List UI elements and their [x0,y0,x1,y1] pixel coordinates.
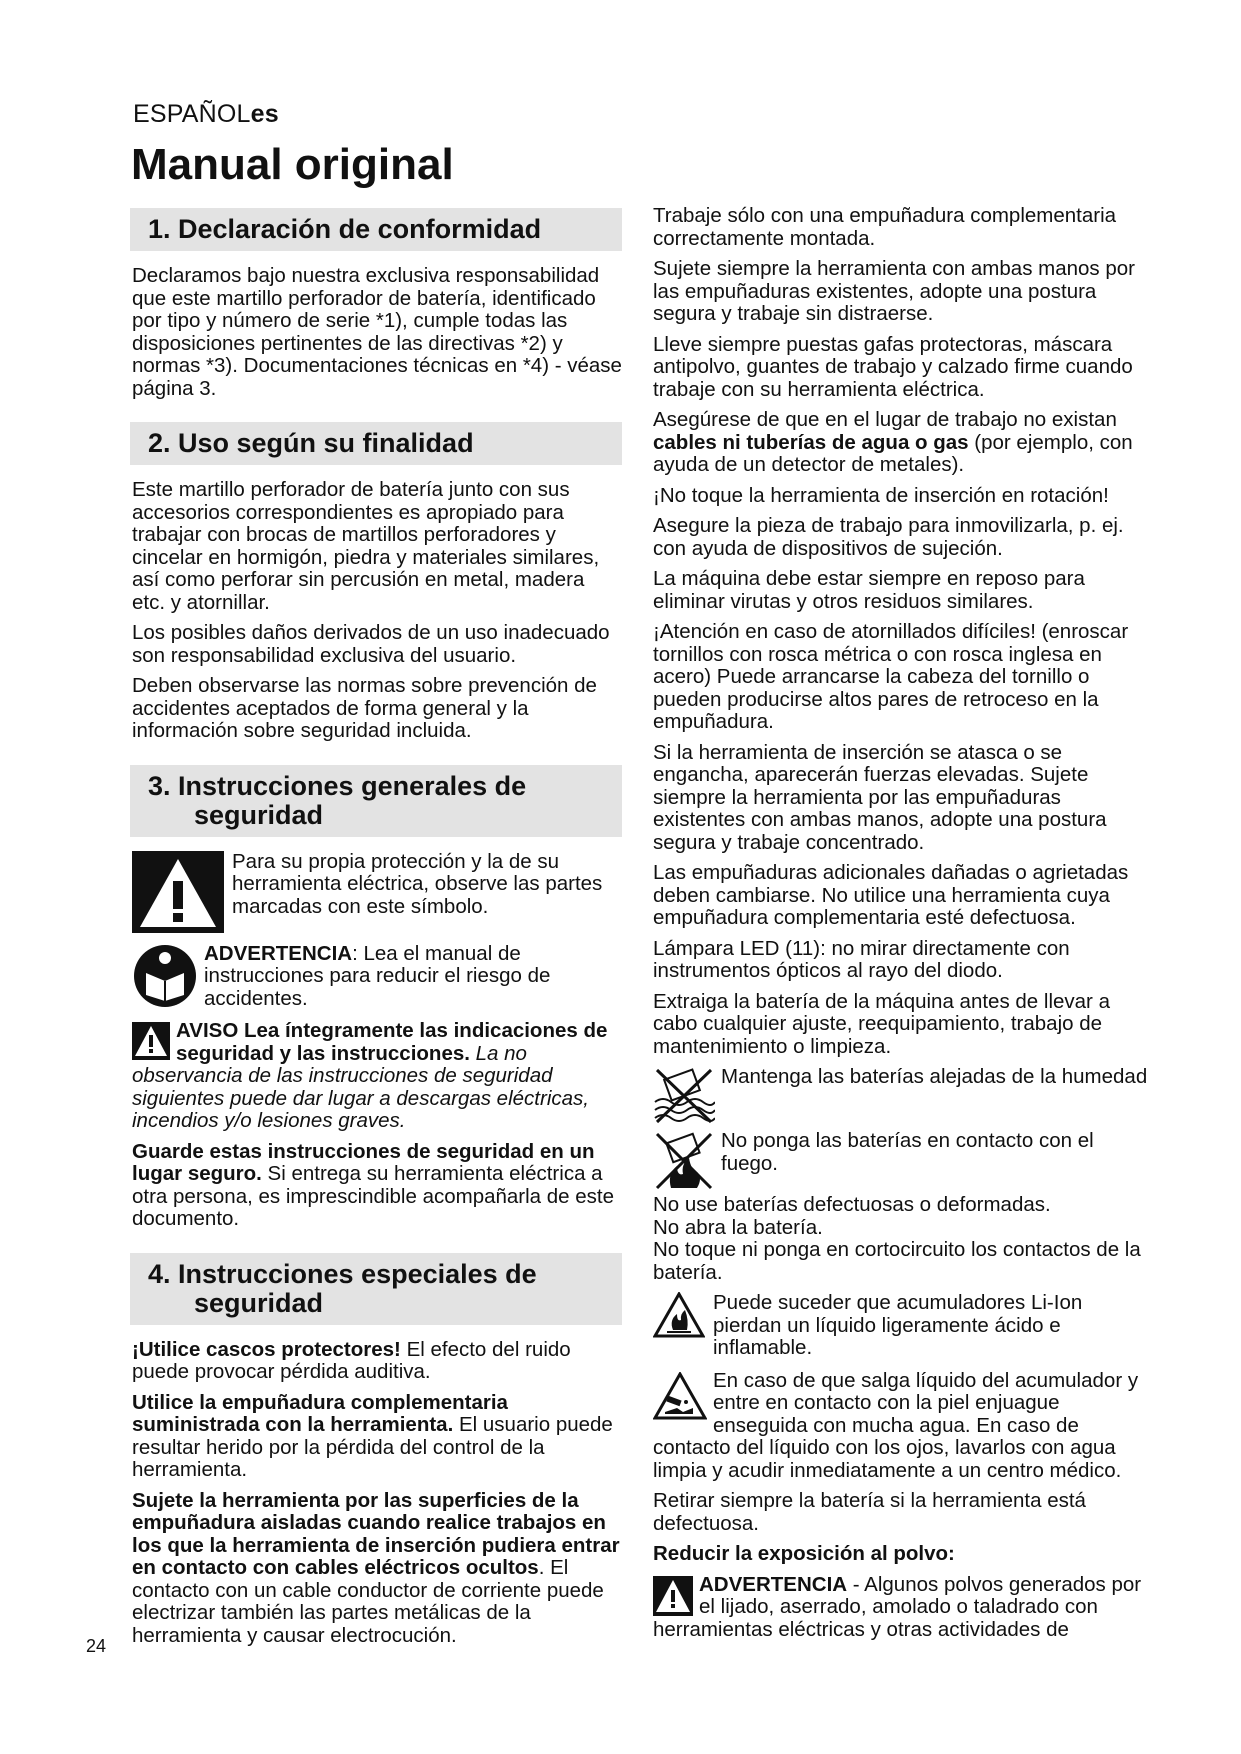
section-3-heading: 3. Instrucciones generales de seguridad [130,765,622,837]
section-2-paragraph-2: Los posibles daños derivados de un uso inadecuado son responsabilidad exclusiva del usuario. [132,621,610,667]
battery-rules: No use baterías defectuosas o deformadas. No abra la batería. No toque ni ponga en cortocircuito los contactos de la batería. [653,1193,1141,1284]
read-manual-note: ADVERTENCIA: Lea el manual de instrucciones para reducir el riesgo de accidentes. [132,943,622,1011]
warning-triangle-icon [132,851,224,933]
corrosive-warning-icon [653,1372,707,1420]
right-paragraph-5: ¡No toque la herramienta de inserción en rotación! [653,483,1109,507]
no-water-icon [653,1066,715,1126]
right-paragraph-12: Extraiga la batería de la máquina antes de llevar a cabo cualquier ajuste, reequipamiento, trabajo de mantenimiento o limpieza. [653,989,1110,1058]
right-paragraph-6: Asegure la pieza de trabajo para inmovilizarla, p. ej. con ayuda de dispositivos de sujeción. [653,514,1124,560]
read-manual-icon [132,943,198,1009]
dust-heading: Reducir la exposición al polvo: [653,1542,955,1565]
page-number: 24 [86,1636,107,1656]
left-column [132,208,622,1655]
keep-instructions-paragraph: Guarde estas instrucciones de seguridad en un lugar seguro. Si entrega su herramienta eléctrica a otra persona, es imprescindible acompañarla de este documento. [132,1139,615,1230]
flammable-note: Puede suceder que acumuladores Li-Ion pierdan un líquido ligeramente ácido e inflamable. [653,1292,1148,1360]
right-paragraph-10: Las empuñaduras adicionales dañadas o agrietadas deben cambiarse. No utilice una herramienta cuya empuñadura complementaria esté defectuosa. [653,861,1129,929]
right-paragraph-7: La máquina debe estar siempre en reposo para eliminar virutas y otros residuos similares. [653,567,1085,613]
section-4-heading: 4. Instrucciones especiales de seguridad [130,1253,622,1325]
no-fire-note: No ponga las baterías en contacto con el fuego. [653,1130,1148,1192]
right-column [653,205,1148,1649]
right-paragraph-11: Lámpara LED (11): no mirar directamente con instrumentos ópticos al rayo del diodo. [653,936,1070,982]
right-paragraph-3: Lleve siempre puestas gafas protectoras, máscara antipolvo, guantes de trabajo y calzado firme cuando trabaje con su herramienta eléctrica. [653,332,1133,401]
right-paragraph-14: Retirar siempre la batería si la herramienta está defectuosa. [653,1489,1086,1535]
warning-triangle-icon [132,1022,170,1060]
right-paragraph-4: Asegúrese de que en el lugar de trabajo no existan cables ni tuberías de agua o gas (por ejemplo, con ayuda de un detector de metales). [653,408,1133,476]
right-paragraph-2: Sujete siempre la herramienta con ambas manos por las empuñaduras existentes, adopte una postura segura y trabaje sin distraerse. [653,257,1135,325]
corrosive-note: En caso de que salga líquido del acumulador y entre en contacto con la piel enjuague enseguida con mucha agua. En caso de contacto del líquido con los ojos, lavarlos con agua limpia y acudir inmediatamente a un centro médico. [653,1368,1139,1482]
section-1-heading: 1. Declaración de conformidad [130,208,622,251]
section-2-paragraph-1: Este martillo perforador de batería junto con sus accesorios correspondientes es apropiado para trabajar con brocas de martillos perforadores y cincelar en hormigón, piedra y materiales similares, así como perforar sin percusión en metal, madera etc. y atornillar. [132,478,600,614]
flammable-warning-icon [653,1292,705,1338]
section-2-paragraph-3: Deben observarse las normas sobre prevención de accidentes aceptados de forma general y la información sobre seguridad incluida. [132,674,597,742]
section-1-paragraph: Declaramos bajo nuestra exclusiva responsabilidad que este martillo perforador de batería, identificado por tipo y número de serie *1), cumple todas las disposiciones pertinentes de las directivas *2) y normas *3). Documentaciones técnicas en *4) - véase página 3. [132,264,622,400]
section-2-heading: 2. Uso según su finalidad [130,422,622,465]
warning-symbol-note: Para su propia protección y la de su herramienta eléctrica, observe las partes marcadas con este símbolo. [132,851,622,933]
right-paragraph-1: Trabaje sólo con una empuñadura complementaria correctamente montada. [653,204,1117,250]
page-title: Manual original [131,140,454,189]
no-fire-icon [653,1130,715,1192]
language-label: ESPAÑOLes [133,100,279,128]
section-4-paragraph-3: Sujete la herramienta por las superficies de la empuñadura aisladas cuando realice trabajos en los que la herramienta de inserción pudiera entrar en contacto con cables eléctricos ocultos. El contacto con un cable conductor de corriente puede electrizar también las partes metálicas de la herramienta y causar electrocución. [132,1488,620,1647]
section-4-paragraph-2: Utilice la empuñadura complementaria suministrada con la herramienta. El usuario puede resultar herido por la pérdida del control de la herramienta. [132,1390,613,1481]
aviso-paragraph: AVISO Lea íntegramente las indicaciones de seguridad y las instrucciones. La no observancia de las instrucciones de seguridad siguientes puede dar lugar a descargas eléctricas, incendios y/o lesiones graves. [132,1019,608,1132]
dust-warning-paragraph: ADVERTENCIA - Algunos polvos generados por el lijado, aserrado, amolado o taladrado con herramientas eléctricas y otras actividades de [653,1572,1142,1641]
right-paragraph-9: Si la herramienta de inserción se atasca o se engancha, aparecerán fuerzas elevadas. Sujete siempre la herramienta por las empuñaduras existentes con ambas manos, adopte una postura segura y trabaje concentrado. [653,740,1107,854]
no-humidity-note: Mantenga las baterías alejadas de la humedad [653,1066,1148,1126]
warning-triangle-icon [653,1576,693,1616]
right-paragraph-8: ¡Atención en caso de atornillados difíciles! (enroscar tornillos con rosca métrica o con rosca inglesa en acero) Puede arrancarse la cabeza del tornillo o pueden producirse altos pares de retroceso en la empuñadura. [653,620,1129,733]
section-4-paragraph-1: ¡Utilice cascos protectores! El efecto del ruido puede provocar pérdida auditiva. [132,1337,571,1383]
